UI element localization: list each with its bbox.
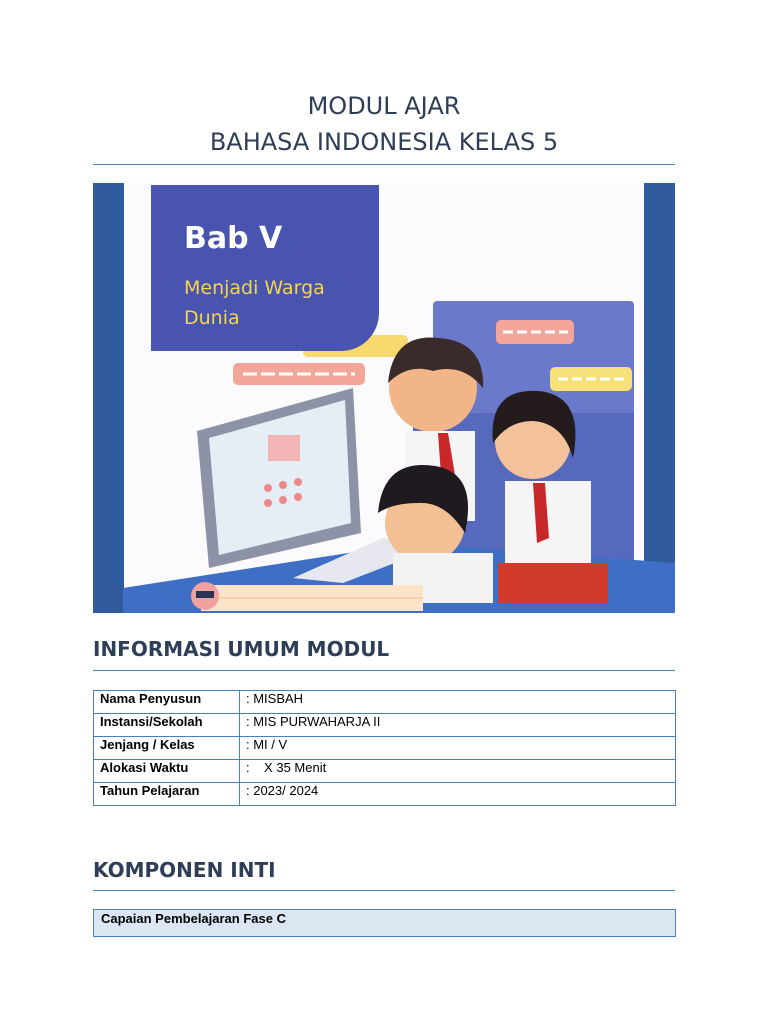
cover-illustration [93,183,675,613]
info-value: : MISBAH [240,691,676,714]
info-label: Alokasi Waktu [94,760,240,783]
table-row [94,783,676,806]
info-label: Tahun Pelajaran [94,783,240,806]
info-label: Jenjang / Kelas [94,737,240,760]
title-line-2: BAHASA INDONESIA KELAS 5 [209,128,559,156]
info-label: Instansi/Sekolah [94,714,240,737]
table-row [94,691,676,714]
info-value: : MI / V [240,737,676,760]
capaian-box [93,909,676,937]
table-row [94,760,676,783]
document-title [0,88,768,160]
info-value: : X 35 Menit [240,760,676,783]
chapter-title: Menjadi Warga Dunia [184,277,325,329]
core-heading: KOMPONEN INTI [93,858,276,882]
info-value: : MIS PURWAHARJA II [240,714,676,737]
info-label: Nama Penyusun [94,691,240,714]
info-divider [93,670,675,671]
chapter-number: Bab V [184,221,283,256]
info-table [93,690,676,806]
title-divider [93,164,675,165]
info-heading: INFORMASI UMUM MODUL [93,637,390,661]
capaian-label: Capaian Pembelajaran Fase C [101,911,286,926]
table-row [94,714,676,737]
chapter-banner [151,185,379,351]
core-divider [93,890,675,891]
info-value: : 2023/ 2024 [240,783,676,806]
title-line-1: MODUL AJAR [307,92,461,120]
table-row [94,737,676,760]
